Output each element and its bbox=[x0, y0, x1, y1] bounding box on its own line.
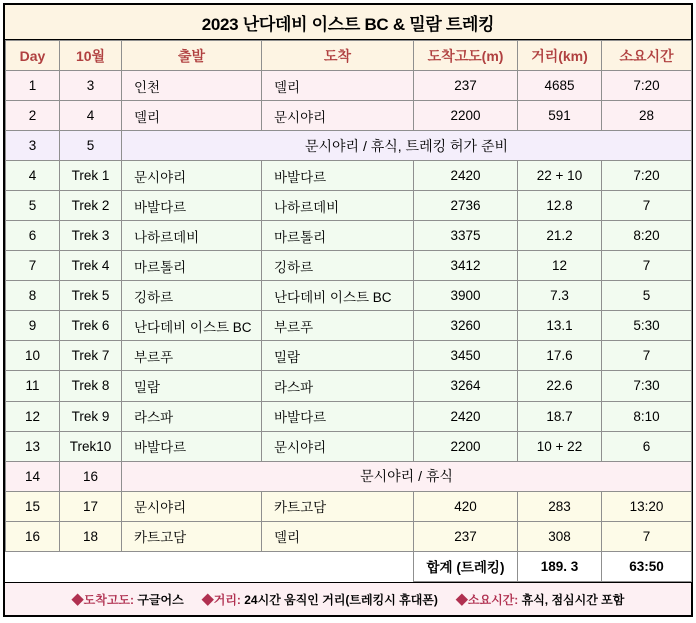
cell-distance: 13.1 bbox=[518, 311, 602, 341]
cell-to: 깅하르 bbox=[262, 251, 414, 281]
cell-from: 델리 bbox=[122, 101, 262, 131]
cell-from: 문시야리 bbox=[122, 161, 262, 191]
cell-month: 17 bbox=[60, 491, 122, 521]
cell-altitude: 3260 bbox=[414, 311, 518, 341]
cell-distance: 12.8 bbox=[518, 191, 602, 221]
cell-month: Trek 9 bbox=[60, 401, 122, 431]
cell-day: 11 bbox=[6, 371, 60, 401]
column-header-altitude: 도착고도(m) bbox=[414, 41, 518, 71]
table-row bbox=[6, 371, 692, 401]
footnotes bbox=[5, 582, 691, 615]
cell-from: 바발다르 bbox=[122, 191, 262, 221]
cell-distance: 22 + 10 bbox=[518, 161, 602, 191]
cell-to: 밀람 bbox=[262, 341, 414, 371]
cell-altitude: 2420 bbox=[414, 401, 518, 431]
cell-month: Trek 3 bbox=[60, 221, 122, 251]
cell-distance: 21.2 bbox=[518, 221, 602, 251]
cell-distance: 591 bbox=[518, 101, 602, 131]
cell-day: 2 bbox=[6, 101, 60, 131]
table-row bbox=[6, 101, 692, 131]
cell-distance: 17.6 bbox=[518, 341, 602, 371]
table-row-rest bbox=[6, 131, 692, 161]
table-row bbox=[6, 251, 692, 281]
cell-day: 15 bbox=[6, 491, 60, 521]
cell-blank bbox=[60, 551, 122, 581]
cell-month: 3 bbox=[60, 71, 122, 101]
cell-month: 16 bbox=[60, 461, 122, 491]
table-row bbox=[6, 401, 692, 431]
cell-altitude: 420 bbox=[414, 491, 518, 521]
cell-altitude: 3412 bbox=[414, 251, 518, 281]
cell-rest-note: 문시야리 / 휴식, 트레킹 허가 준비 bbox=[122, 131, 692, 161]
cell-duration: 7:20 bbox=[602, 71, 692, 101]
cell-month: 4 bbox=[60, 101, 122, 131]
cell-from: 깅하르 bbox=[122, 281, 262, 311]
cell-to: 난다데비 이스트 BC bbox=[262, 281, 414, 311]
cell-blank bbox=[6, 551, 60, 581]
title-bar bbox=[5, 5, 691, 40]
cell-from: 부르푸 bbox=[122, 341, 262, 371]
cell-distance: 4685 bbox=[518, 71, 602, 101]
trekking-schedule-page bbox=[3, 3, 693, 617]
diamond-icon: ◆ bbox=[71, 592, 84, 607]
cell-duration: 8:20 bbox=[602, 221, 692, 251]
cell-to: 문시야리 bbox=[262, 431, 414, 461]
cell-altitude: 3264 bbox=[414, 371, 518, 401]
cell-distance: 10 + 22 bbox=[518, 431, 602, 461]
cell-to: 카트고담 bbox=[262, 491, 414, 521]
schedule-table bbox=[5, 40, 692, 582]
cell-from: 카트고담 bbox=[122, 521, 262, 551]
cell-to: 델리 bbox=[262, 71, 414, 101]
cell-altitude: 3450 bbox=[414, 341, 518, 371]
table-row-rest bbox=[6, 461, 692, 491]
cell-duration: 7:30 bbox=[602, 371, 692, 401]
table-row bbox=[6, 491, 692, 521]
column-header-from: 출발 bbox=[122, 41, 262, 71]
cell-day: 9 bbox=[6, 311, 60, 341]
footnote-altitude bbox=[72, 591, 184, 608]
cell-to: 델리 bbox=[262, 521, 414, 551]
cell-from: 나하르데비 bbox=[122, 221, 262, 251]
column-header-to: 도착 bbox=[262, 41, 414, 71]
cell-day: 10 bbox=[6, 341, 60, 371]
cell-day: 5 bbox=[6, 191, 60, 221]
cell-day: 14 bbox=[6, 461, 60, 491]
cell-distance: 7.3 bbox=[518, 281, 602, 311]
table-row bbox=[6, 341, 692, 371]
cell-from: 인천 bbox=[122, 71, 262, 101]
table-row bbox=[6, 221, 692, 251]
cell-duration: 7 bbox=[602, 521, 692, 551]
footnote-key: 소요시간: bbox=[467, 592, 519, 607]
cell-distance: 283 bbox=[518, 491, 602, 521]
cell-month: 5 bbox=[60, 131, 122, 161]
cell-day: 4 bbox=[6, 161, 60, 191]
table-row-total bbox=[6, 551, 692, 581]
cell-month: Trek 2 bbox=[60, 191, 122, 221]
cell-month: Trek 7 bbox=[60, 341, 122, 371]
cell-to: 라스파 bbox=[262, 371, 414, 401]
cell-day: 1 bbox=[6, 71, 60, 101]
table-row bbox=[6, 71, 692, 101]
cell-distance: 308 bbox=[518, 521, 602, 551]
cell-day: 3 bbox=[6, 131, 60, 161]
footnote-duration bbox=[456, 591, 624, 608]
cell-day: 12 bbox=[6, 401, 60, 431]
table-row bbox=[6, 311, 692, 341]
cell-month: Trek 4 bbox=[60, 251, 122, 281]
diamond-icon: ◆ bbox=[201, 592, 214, 607]
cell-month: Trek 1 bbox=[60, 161, 122, 191]
page-title: 2023 난다데비 이스트 BC & 밀람 트레킹 bbox=[201, 14, 495, 34]
footnote-key: 도착고도: bbox=[83, 592, 135, 607]
cell-duration: 28 bbox=[602, 101, 692, 131]
column-header-duration: 소요시간 bbox=[602, 41, 692, 71]
cell-to: 바발다르 bbox=[262, 401, 414, 431]
footnote-text: 구글어스 bbox=[134, 592, 184, 607]
cell-duration: 8:10 bbox=[602, 401, 692, 431]
cell-from: 문시야리 bbox=[122, 491, 262, 521]
cell-day: 13 bbox=[6, 431, 60, 461]
cell-day: 7 bbox=[6, 251, 60, 281]
footnote-key: 거리: bbox=[213, 592, 241, 607]
cell-altitude: 237 bbox=[414, 521, 518, 551]
cell-altitude: 2736 bbox=[414, 191, 518, 221]
cell-day: 16 bbox=[6, 521, 60, 551]
cell-blank bbox=[262, 551, 414, 581]
cell-to: 마르톨리 bbox=[262, 221, 414, 251]
cell-to: 바발다르 bbox=[262, 161, 414, 191]
total-label: 합계 (트레킹) bbox=[414, 551, 518, 581]
cell-month: Trek10 bbox=[60, 431, 122, 461]
table-row bbox=[6, 521, 692, 551]
cell-from: 밀람 bbox=[122, 371, 262, 401]
cell-blank bbox=[122, 551, 262, 581]
cell-day: 8 bbox=[6, 281, 60, 311]
cell-month: Trek 8 bbox=[60, 371, 122, 401]
schedule-table-body bbox=[6, 71, 692, 582]
total-distance: 189. 3 bbox=[518, 551, 602, 581]
cell-duration: 5:30 bbox=[602, 311, 692, 341]
cell-duration: 7:20 bbox=[602, 161, 692, 191]
cell-from: 라스파 bbox=[122, 401, 262, 431]
cell-altitude: 2200 bbox=[414, 431, 518, 461]
footnote-text: 휴식, 점심시간 포함 bbox=[518, 592, 625, 607]
cell-month: Trek 5 bbox=[60, 281, 122, 311]
cell-duration: 13:20 bbox=[602, 491, 692, 521]
column-header-distance: 거리(km) bbox=[518, 41, 602, 71]
cell-to: 문시야리 bbox=[262, 101, 414, 131]
cell-duration: 7 bbox=[602, 341, 692, 371]
cell-duration: 7 bbox=[602, 191, 692, 221]
cell-distance: 12 bbox=[518, 251, 602, 281]
cell-altitude: 3375 bbox=[414, 221, 518, 251]
cell-rest-note: 문시야리 / 휴식 bbox=[122, 461, 692, 491]
cell-altitude: 237 bbox=[414, 71, 518, 101]
cell-month: 18 bbox=[60, 521, 122, 551]
cell-duration: 6 bbox=[602, 431, 692, 461]
diamond-icon: ◆ bbox=[455, 592, 468, 607]
footnote-distance bbox=[202, 591, 438, 608]
cell-duration: 5 bbox=[602, 281, 692, 311]
table-row bbox=[6, 431, 692, 461]
cell-from: 마르톨리 bbox=[122, 251, 262, 281]
footnote-text: 24시간 움직인 거리(트레킹시 휴대폰) bbox=[240, 592, 438, 607]
cell-to: 부르푸 bbox=[262, 311, 414, 341]
cell-altitude: 2420 bbox=[414, 161, 518, 191]
column-header-day: Day bbox=[6, 41, 60, 71]
column-header-month: 10월 bbox=[60, 41, 122, 71]
total-duration: 63:50 bbox=[602, 551, 692, 581]
cell-altitude: 3900 bbox=[414, 281, 518, 311]
cell-day: 6 bbox=[6, 221, 60, 251]
cell-distance: 18.7 bbox=[518, 401, 602, 431]
cell-distance: 22.6 bbox=[518, 371, 602, 401]
cell-month: Trek 6 bbox=[60, 311, 122, 341]
cell-altitude: 2200 bbox=[414, 101, 518, 131]
table-header-row bbox=[6, 41, 692, 71]
cell-to: 나하르데비 bbox=[262, 191, 414, 221]
table-row bbox=[6, 191, 692, 221]
table-row bbox=[6, 161, 692, 191]
table-row bbox=[6, 281, 692, 311]
cell-duration: 7 bbox=[602, 251, 692, 281]
cell-from: 난다데비 이스트 BC bbox=[122, 311, 262, 341]
cell-from: 바발다르 bbox=[122, 431, 262, 461]
